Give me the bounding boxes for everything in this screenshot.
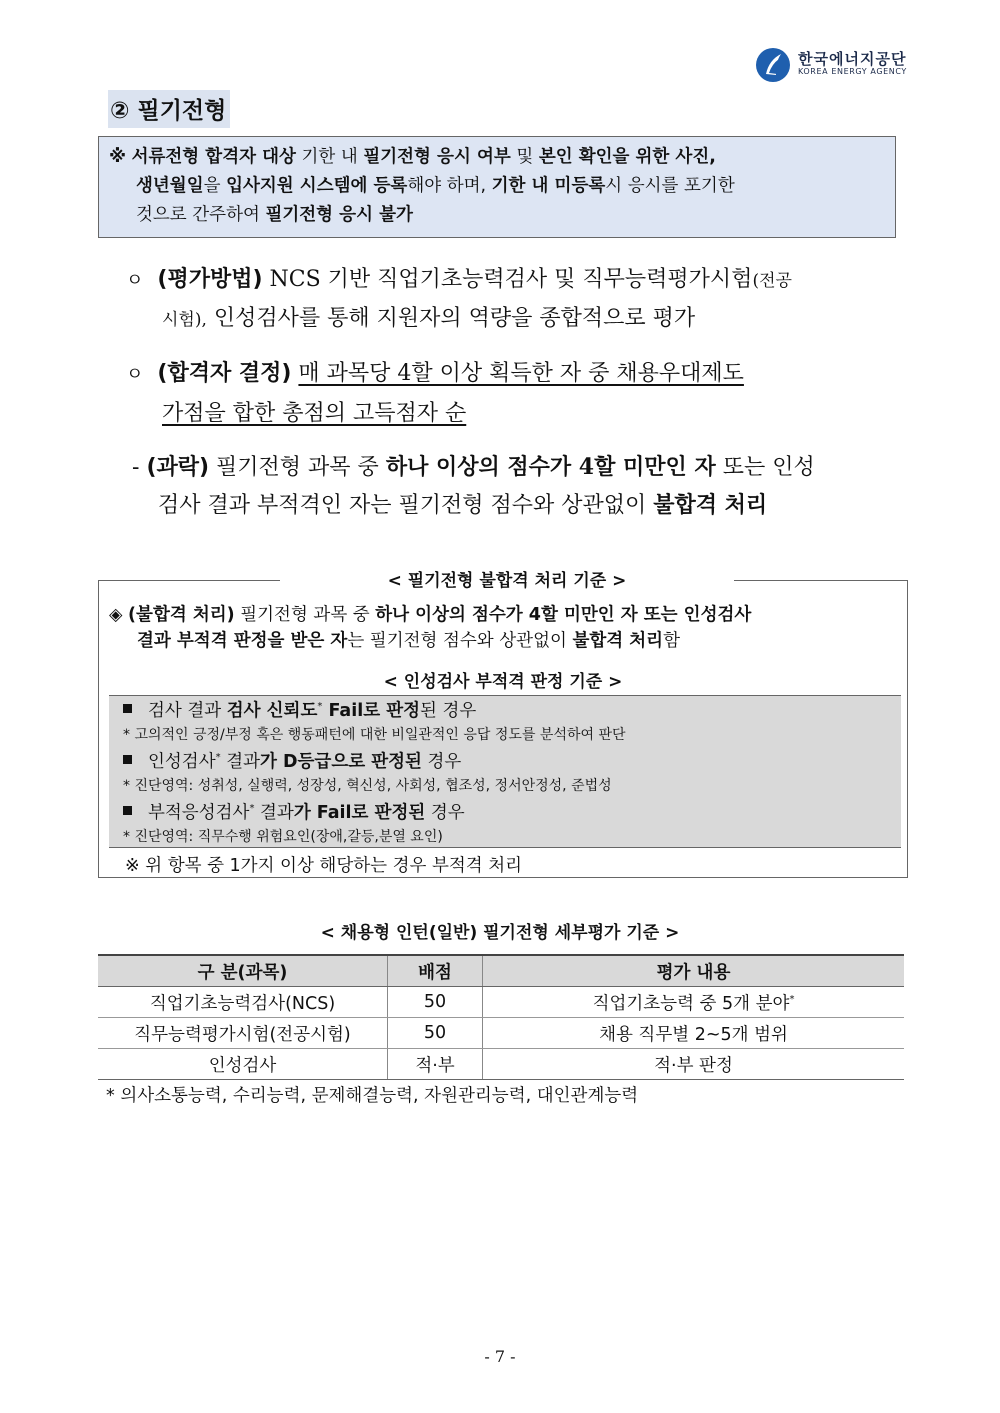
logo-english-name: KOREA ENERGY AGENCY xyxy=(798,67,907,76)
personality-criteria-list xyxy=(109,695,901,848)
table-row xyxy=(98,1049,904,1080)
criteria-3-post: 경우 xyxy=(425,803,465,823)
eval-bullet: ㅇ xyxy=(126,270,144,291)
pass-decision-line-2 xyxy=(162,396,466,427)
criteria-1-bold: 검사 신뢰도 xyxy=(226,701,318,721)
cell-content xyxy=(483,1049,905,1080)
fail-criteria-text-3: 함 xyxy=(663,631,680,651)
fail-criteria-line-2 xyxy=(137,627,680,652)
notice-bold-2: 필기전형 응시 여부 xyxy=(363,147,511,167)
cell-content-text: 채용 직무별 2~5개 범위 xyxy=(599,1024,788,1045)
criteria-2-bold: 가 D등급으로 판정된 xyxy=(260,752,422,772)
logo-korean-name: 한국에너지공단 xyxy=(798,50,907,68)
cutoff-label: (과락) xyxy=(146,455,210,480)
notice-mark: ※ xyxy=(109,147,127,167)
cutoff-line-2 xyxy=(158,488,767,519)
eval-small-1: (전공 xyxy=(752,271,792,291)
eval-method-line-2 xyxy=(162,301,695,332)
agency-logo xyxy=(754,46,914,82)
criteria-2-pre: 인성검사 xyxy=(148,752,216,772)
criteria-1-sup: * xyxy=(317,701,323,713)
header-content: 평가 내용 xyxy=(483,955,905,987)
criteria-note-3: * 진단영역: 직무수행 위험요인(장애,갈등,분열 요인) xyxy=(123,829,443,845)
fail-criteria-bold-3: 불합격 처리 xyxy=(572,631,664,651)
table-header-row xyxy=(98,955,904,987)
cell-content-text: 적·부 판정 xyxy=(654,1055,733,1076)
criteria-note-1: * 고의적인 긍정/부정 혹은 행동패턴에 대한 비일관적인 응답 정도를 분석하여 판단 xyxy=(123,727,626,743)
fail-criteria-bold-2: 결과 부적격 판정을 받은 자 xyxy=(137,631,348,651)
personality-criteria-title: < 인성검사 부적격 판정 기준 > xyxy=(383,672,623,692)
notice-line-3 xyxy=(109,201,889,230)
evaluation-table-title: < 채용형 인턴(일반) 필기전형 세부평가 기준 > xyxy=(320,923,680,943)
cell-content-text: 직업기초능력 중 5개 분야 xyxy=(592,993,790,1014)
notice-bold-4: 생년월일 xyxy=(136,176,204,196)
square-bullet-icon xyxy=(123,755,132,764)
cutoff-text-1: 필기전형 과목 중 xyxy=(209,455,386,480)
cell-score: 50 xyxy=(388,1018,483,1049)
eval-small-2: 시험), xyxy=(162,310,207,330)
evaluation-table xyxy=(98,954,904,1080)
fail-criteria-box xyxy=(98,580,908,878)
eval-method-line-1 xyxy=(126,262,792,293)
pass-underline-2: 가점을 합한 총점의 고득점자 순 xyxy=(162,401,467,426)
table-footnote: * 의사소통능력, 수리능력, 문제해결능력, 자원관리능력, 대인관계능력 xyxy=(106,1086,639,1106)
criteria-2-sup: * xyxy=(215,752,221,764)
pass-decision-line-1 xyxy=(126,356,744,387)
notice-bold-5: 입사지원 시스템에 등록 xyxy=(226,176,408,196)
cutoff-bold-1: 하나 이상의 점수가 4할 미만인 자 xyxy=(385,454,716,480)
pass-label: (합격자 결정) xyxy=(157,361,292,386)
eval-text-1: NCS 기반 직업기초능력검사 및 직무능력평가시험 xyxy=(262,267,753,292)
fail-criteria-label: (불합격 처리) xyxy=(128,605,235,625)
pass-bullet: ㅇ xyxy=(126,364,144,385)
eval-label: (평가방법) xyxy=(157,267,263,292)
cell-subject: 인성검사 xyxy=(98,1049,388,1080)
agency-logo-icon xyxy=(754,46,792,84)
fail-criteria-bold-1: 하나 이상의 점수가 4할 미만인 자 또는 인성검사 xyxy=(375,605,752,625)
fail-criteria-footer: ※ 위 항목 중 1가지 이상 해당하는 경우 부적격 처리 xyxy=(125,856,523,876)
criteria-2-post: 경우 xyxy=(421,752,462,772)
criteria-3-bold: 가 Fail로 판정된 xyxy=(293,803,426,823)
criteria-2-mid: 결과 xyxy=(220,752,260,772)
criteria-3-sup: * xyxy=(249,803,255,815)
notice-bold-3: 본인 확인을 위한 사진, xyxy=(538,147,716,167)
notice-text-6: 것으로 간주하여 xyxy=(136,205,266,225)
section-title: ② 필기전형 xyxy=(108,90,230,128)
square-bullet-icon xyxy=(123,704,132,713)
criteria-3-mid: 결과 xyxy=(254,803,294,823)
cell-score: 적·부 xyxy=(388,1049,483,1080)
cutoff-text-3: 검사 결과 부적격인 자는 필기전형 점수와 상관없이 xyxy=(158,493,654,518)
criteria-item-1 xyxy=(123,697,476,722)
table-row xyxy=(98,1018,904,1049)
cutoff-bold-2: 불합격 처리 xyxy=(653,492,768,518)
cutoff-dash: - xyxy=(132,455,140,480)
square-bullet-icon xyxy=(123,806,132,815)
notice-text-5: 시 응시를 포기한 xyxy=(605,176,735,196)
fail-criteria-text-1: 필기전형 과목 중 xyxy=(234,605,376,625)
notice-line-2 xyxy=(109,172,889,201)
notice-bold-1: 서류전형 합격자 대상 xyxy=(131,147,296,167)
cutoff-text-2: 또는 인성 xyxy=(715,455,815,480)
criteria-item-2 xyxy=(123,748,461,773)
cell-content-sup: * xyxy=(789,993,795,1005)
fail-criteria-line-1 xyxy=(109,601,751,626)
pass-underline-1: 매 과목당 4할 이상 획득한 자 중 채용우대제도 xyxy=(298,361,744,386)
fail-criteria-text-2: 는 필기전형 점수와 상관없이 xyxy=(347,631,573,651)
notice-text-4: 해야 하며, xyxy=(407,176,492,196)
cell-subject: 직업기초능력검사(NCS) xyxy=(98,987,388,1018)
eval-text-2: 인성검사를 통해 지원자의 역량을 종합적으로 평가 xyxy=(206,306,696,331)
header-subject: 구 분(과목) xyxy=(98,955,388,987)
criteria-3-pre: 부적응성검사 xyxy=(148,803,250,823)
criteria-1-post: 된 경우 xyxy=(420,701,477,721)
cutoff-line-1 xyxy=(132,450,815,481)
notice-text-2: 및 xyxy=(510,147,539,167)
notice-text-1: 기한 내 xyxy=(295,147,364,167)
criteria-note-2: * 진단영역: 성취성, 실행력, 성장성, 혁신성, 사회성, 협조성, 정서안정성, 준법성 xyxy=(123,778,612,794)
notice-text xyxy=(109,143,889,230)
cell-subject: 직무능력평가시험(전공시험) xyxy=(98,1018,388,1049)
cell-content xyxy=(483,987,905,1018)
criteria-1-bold-2: Fail로 판정 xyxy=(322,701,421,721)
notice-bold-7: 필기전형 응시 불가 xyxy=(265,205,413,225)
criteria-1-pre: 검사 결과 xyxy=(148,701,227,721)
notice-box xyxy=(98,136,896,238)
criteria-item-3 xyxy=(123,799,465,824)
diamond-mark-icon: ◈ xyxy=(109,605,123,625)
notice-text-3: 을 xyxy=(203,176,227,196)
cell-content xyxy=(483,1018,905,1049)
page-number: - 7 - xyxy=(484,1347,516,1366)
header-score: 배점 xyxy=(388,955,483,987)
notice-bold-6: 기한 내 미등록 xyxy=(491,176,606,196)
table-row xyxy=(98,987,904,1018)
fail-criteria-title: < 필기전형 불합격 처리 기준 > xyxy=(280,566,734,591)
cell-score: 50 xyxy=(388,987,483,1018)
